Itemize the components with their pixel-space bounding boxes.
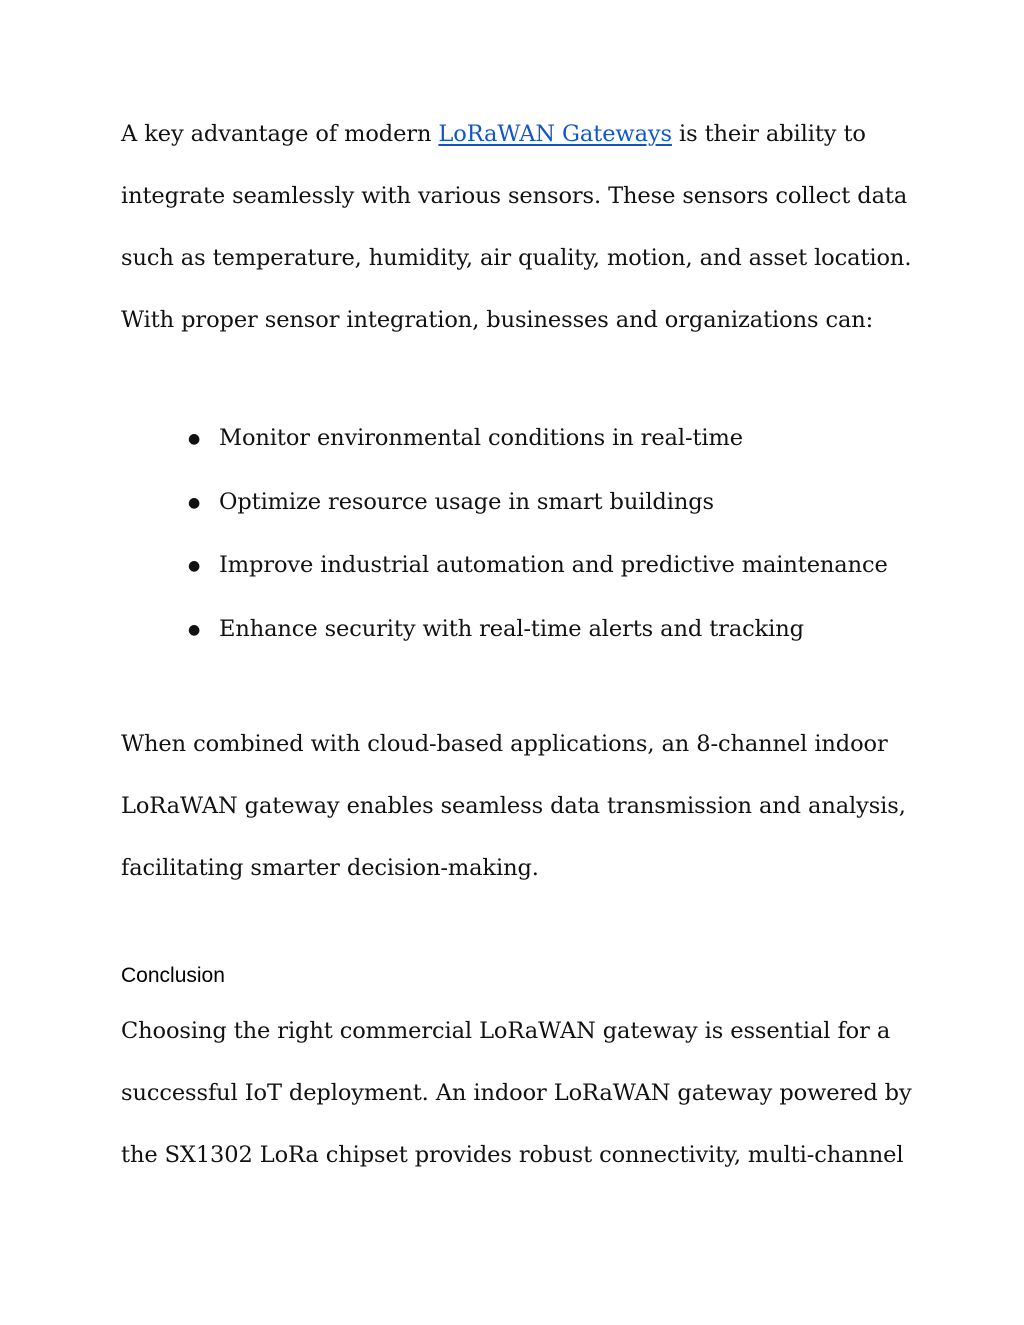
intro-line-2: integrate seamlessly with various sensors. These sensors collect data [121, 183, 908, 209]
list-item-text: Monitor environmental conditions in real-time [219, 425, 743, 451]
list-item [188, 471, 888, 535]
conclusion-heading: Conclusion [121, 964, 225, 987]
intro-line-4: With proper sensor integration, businesses and organizations can: [121, 307, 874, 333]
conclusion-line-3: the SX1302 LoRa chipset provides robust connectivity, multi-channel [121, 1142, 904, 1168]
intro-text-before-link: A key advantage of modern [121, 121, 439, 147]
intro-line-1 [121, 103, 911, 165]
conclusion-line-2: successful IoT deployment. An indoor LoRaWAN gateway powered by [121, 1080, 912, 1106]
bullet-icon: ● [188, 494, 201, 511]
list-item [188, 407, 888, 471]
cloud-line-3: facilitating smarter decision-making. [121, 855, 539, 881]
capabilities-list [188, 407, 888, 661]
cloud-line-2: LoRaWAN gateway enables seamless data transmission and analysis, [121, 793, 906, 819]
intro-paragraph [121, 103, 911, 351]
list-item [188, 534, 888, 598]
lorawan-gateways-link[interactable]: LoRaWAN Gateways [438, 121, 672, 147]
intro-line-3: such as temperature, humidity, air quality, motion, and asset location. [121, 245, 912, 271]
list-item [188, 598, 888, 662]
bullet-icon: ● [188, 558, 201, 574]
list-item-text: Optimize resource usage in smart buildings [219, 488, 714, 515]
conclusion-paragraph [121, 1000, 911, 1186]
cloud-line-1: When combined with cloud-based applications, an 8-channel indoor [121, 731, 888, 757]
list-item-text: Enhance security with real-time alerts and tracking [219, 615, 804, 642]
intro-text-after-link: is their ability to [671, 121, 866, 147]
cloud-paragraph [121, 713, 911, 899]
bullet-icon: ● [188, 431, 201, 447]
conclusion-line-1: Choosing the right commercial LoRaWAN gateway is essential for a [121, 1018, 891, 1044]
bullet-icon: ● [188, 621, 201, 638]
list-item-text: Improve industrial automation and predictive maintenance [219, 552, 888, 578]
